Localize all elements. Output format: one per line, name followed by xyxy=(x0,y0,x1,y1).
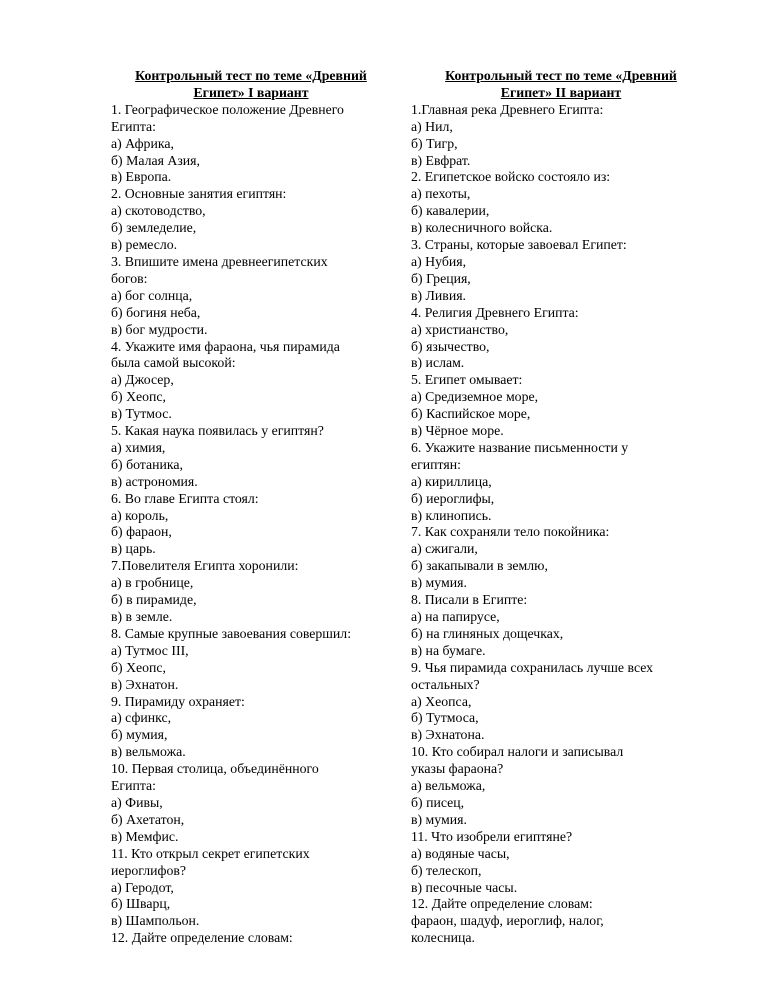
variant-1-text-line: 6. Во главе Египта стоял: xyxy=(111,490,259,506)
variant-1-text-line: Египта: xyxy=(111,118,157,134)
variant-1-text-line: в) Эхнатон. xyxy=(111,676,179,692)
variant-1-text-line: б) Ахетатон, xyxy=(111,811,185,827)
variant-1-text-line: в) вельможа. xyxy=(111,744,186,760)
variant-2-text-line: 6. Укажите название письменности у xyxy=(411,439,629,455)
variant-1-text-line: 10. Первая столица, объединённого xyxy=(111,761,319,777)
variant-2-text-line: а) на папирусе, xyxy=(411,609,500,624)
variant-1-text-line: а) Джосер, xyxy=(111,372,174,388)
variant-2-text-line: б) Греция, xyxy=(411,270,471,286)
variant-2-text-line: б) Тигр, xyxy=(411,135,458,151)
variant-2-text-line: а) Нил, xyxy=(411,118,453,134)
variant-1-text-line: богов: xyxy=(111,270,148,286)
variant-2-text-line: в) на бумаге. xyxy=(411,642,486,658)
variant-2-title-line: Контрольный тест по теме «Древний xyxy=(445,68,677,83)
variant-1-text-line: б) в пирамиде, xyxy=(111,592,197,608)
variant-2-text-line: остальных? xyxy=(411,676,480,692)
variant-2-text-line: б) Каспийское море, xyxy=(411,406,531,422)
variant-1-text-line: б) богиня неба, xyxy=(111,304,201,320)
variant-2-text-line: в) мумия. xyxy=(411,575,467,591)
variant-1-text-line: а) Геродот, xyxy=(111,879,174,895)
variant-1-title xyxy=(111,68,391,102)
variant-2-text-line: б) иероглифы, xyxy=(411,490,495,506)
variant-1-text-line: б) Шварц, xyxy=(111,896,171,912)
variant-2-text-line: 10. Кто собирал налоги и записывал xyxy=(411,744,624,760)
variant-2-text-line: а) сжигали, xyxy=(411,541,478,557)
variant-2-text-line: в) песочные часы. xyxy=(411,879,518,895)
variant-2-text-line: б) телескоп, xyxy=(411,862,482,878)
variant-2-text-line: б) кавалерии, xyxy=(411,203,490,219)
variant-2-text-line: 11. Что изобрели египтяне? xyxy=(411,828,573,844)
variant-1-title-line: Египет» I вариант xyxy=(193,84,309,100)
variant-2-text-line: 4. Религия Древнего Египта: xyxy=(411,304,579,320)
variant-2-text-line: 2. Египетское войско состояло из: xyxy=(411,169,611,185)
variant-2-text-line: в) клинопись. xyxy=(411,507,492,523)
variant-1-text-line: 1. Географическое положение Древнего xyxy=(111,101,344,117)
variant-1-body xyxy=(111,102,391,947)
variant-2-text-line: в) Ливия. xyxy=(411,287,466,303)
variant-1-text-line: а) химия, xyxy=(111,439,166,455)
variant-1-text-line: а) Тутмос III, xyxy=(111,642,189,658)
variant-2-text-line: а) Хеопса, xyxy=(411,693,472,709)
variant-1-text-line: 7.Повелителя Египта хоронили: xyxy=(111,558,299,574)
variant-1-text-line: а) король, xyxy=(111,507,169,523)
variant-2-text-line: б) Тутмоса, xyxy=(411,710,479,726)
variant-2-title xyxy=(411,68,711,102)
variant-1-text-line: 2. Основные занятия египтян: xyxy=(111,186,287,202)
variant-2-text-line: 7. Как сохраняли тело покойника: xyxy=(411,524,610,540)
variant-2-body xyxy=(411,102,711,947)
variant-2-text-line: египтян: xyxy=(411,456,461,472)
variant-1-text-line: была самой высокой: xyxy=(111,355,236,371)
variant-2-text-line: 9. Чья пирамида сохранилась лучше всех xyxy=(411,659,654,675)
variant-1-text-line: в) Тутмос. xyxy=(111,406,172,422)
variant-2-text-line: 5. Египет омывает: xyxy=(411,372,523,388)
variant-2-text-line: а) Средиземное море, xyxy=(411,389,539,405)
variant-1-text-line: а) сфинкс, xyxy=(111,710,172,726)
variant-2-text-line: указы фараона? xyxy=(411,761,504,777)
variant-1-text-line: в) Шампольон. xyxy=(111,913,200,929)
variant-2-text-line: б) на глиняных дощечках, xyxy=(411,625,564,641)
variant-2-text-line: б) писец, xyxy=(411,794,465,810)
variant-2-text-line: в) колесничного войска. xyxy=(411,220,553,236)
variant-1-text-line: иероглифов? xyxy=(111,862,187,878)
variant-2-text-line: а) пехоты, xyxy=(411,186,471,202)
variant-2-text-line: б) закапывали в землю, xyxy=(411,558,548,574)
variant-2-text-line: фараон, шадуф, иероглиф, налог, xyxy=(411,913,604,929)
variant-1-text-line: а) Фивы, xyxy=(111,794,163,810)
variant-1-text-line: в) Европа. xyxy=(111,169,172,185)
variant-1-text-line: а) Африка, xyxy=(111,135,174,151)
variant-2-text-line: а) кириллица, xyxy=(411,473,492,489)
variant-2-text-line: а) Нубия, xyxy=(411,253,467,269)
variant-1-text-line: 11. Кто открыл секрет египетских xyxy=(111,845,310,861)
variant-1-text-line: а) в гробнице, xyxy=(111,575,194,591)
variant-1-text-line: а) бог солнца, xyxy=(111,287,193,303)
variant-2-text-line: в) мумия. xyxy=(411,811,467,827)
variant-2-text-line: в) Эхнатона. xyxy=(411,727,485,743)
variant-1-text-line: б) Малая Азия, xyxy=(111,152,200,168)
variant-1-text-line: 9. Пирамиду охраняет: xyxy=(111,693,245,709)
variant-1-text-line: в) в земле. xyxy=(111,609,173,624)
variant-1-title-line: Контрольный тест по теме «Древний xyxy=(135,68,367,83)
variant-2-text-line: а) водяные часы, xyxy=(411,845,510,861)
variant-1-text-line: а) скотоводство, xyxy=(111,203,206,219)
variant-1-text-line: в) царь. xyxy=(111,541,156,557)
variant-1-text-line: б) земледелие, xyxy=(111,220,197,236)
variant-1-text-line: 5. Какая наука появилась у египтян? xyxy=(111,423,324,439)
variant-1-text-line: б) фараон, xyxy=(111,524,172,540)
variant-1-text-line: б) мумия, xyxy=(111,727,168,743)
variant-2-title-line: Египет» II вариант xyxy=(500,84,622,100)
variant-2-text-line: а) вельможа, xyxy=(411,778,486,794)
variant-2-text-line: в) Евфрат. xyxy=(411,152,471,168)
variant-1-text-line: 8. Самые крупные завоевания совершил: xyxy=(111,625,352,641)
variant-1-text-line: б) Хеопс, xyxy=(111,389,167,405)
variant-2-text-line: в) ислам. xyxy=(411,355,465,371)
variant-2-text-line: 1.Главная река Древнего Египта: xyxy=(411,101,604,117)
variant-1-text-line: Египта: xyxy=(111,778,157,794)
variant-2-text-line: б) язычество, xyxy=(411,338,490,354)
variant-1-text-line: 3. Впишите имена древнеегипетских xyxy=(111,253,328,269)
variant-1-text-line: 4. Укажите имя фараона, чья пирамида xyxy=(111,338,340,354)
variant-1-text-line: в) астрономия. xyxy=(111,473,198,489)
variant-1-text-line: в) бог мудрости. xyxy=(111,321,208,337)
variant-1-text-line: б) Хеопс, xyxy=(111,659,167,675)
variant-2-text-line: а) христианство, xyxy=(411,321,509,337)
variant-2-text-line: 8. Писали в Египте: xyxy=(411,592,528,608)
variant-2-column xyxy=(411,68,711,947)
variant-2-text-line: 12. Дайте определение словам: xyxy=(411,896,593,912)
variant-2-text-line: колесница. xyxy=(411,930,475,946)
variant-1-text-line: б) ботаника, xyxy=(111,456,183,472)
variant-1-column xyxy=(111,68,391,947)
variant-1-text-line: в) Мемфис. xyxy=(111,828,179,844)
variant-1-text-line: в) ремесло. xyxy=(111,237,178,253)
variant-1-text-line: 12. Дайте определение словам: xyxy=(111,930,293,946)
variant-2-text-line: 3. Страны, которые завоевал Египет: xyxy=(411,237,627,253)
variant-2-text-line: в) Чёрное море. xyxy=(411,423,504,439)
